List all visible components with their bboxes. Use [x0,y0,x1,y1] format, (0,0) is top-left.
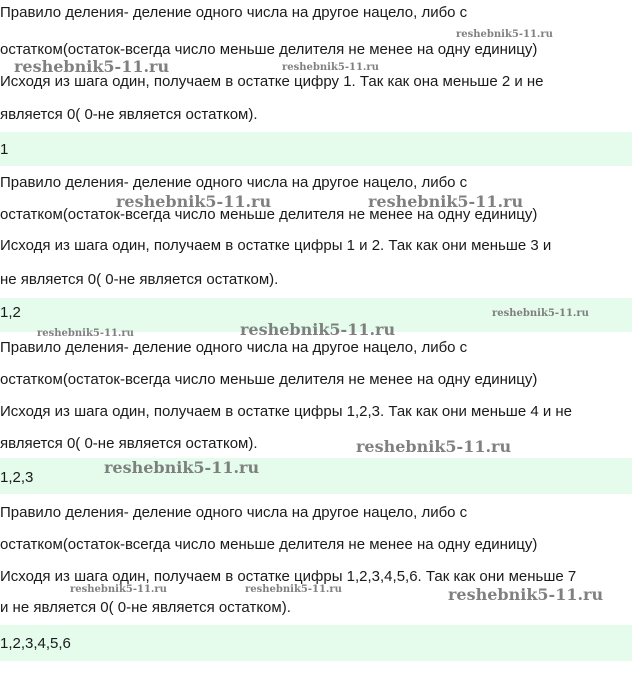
rule-text-line-2: остатком(остаток-всегда число меньше делителя не менее на одну единицу) [0,206,538,223]
watermark: reshebnik5-11.ru [116,192,272,211]
explanation-line-2: является 0( 0-не является остатком). [0,435,258,452]
explanation-line-1: Исходя из шага один, получаем в остатке цифру 1. Так как она меньше 2 и не [0,73,544,90]
explanation-line-1: Исходя из шага один, получаем в остатке цифры 1,2,3,4,5,6. Так как они меньше 7 [0,568,577,585]
rule-text-line-1: Правило деления- деление одного числа на другое нацело, либо с [0,174,468,191]
watermark: reshebnik5-11.ru [456,29,553,40]
rule-text-line-1: Правило деления- деление одного числа на другое нацело, либо с [0,339,468,356]
rule-text-line-1: Правило деления- деление одного числа на другое нацело, либо с [0,504,468,521]
answer-row-3 [0,458,632,494]
watermark: reshebnik5-11.ru [356,437,512,456]
explanation-line-2: является 0( 0-не является остатком). [0,106,258,123]
watermark: reshebnik5-11.ru [14,57,170,76]
answer-value: 1,2 [0,304,21,321]
watermark: reshebnik5-11.ru [282,62,379,73]
explanation-line-2: не является 0( 0-не является остатком). [0,271,279,288]
answer-row-1 [0,132,632,166]
rule-text-line-2: остатком(остаток-всегда число меньше делителя не менее на одну единицу) [0,371,538,388]
answer-row-4 [0,625,632,661]
watermark: reshebnik5-11.ru [240,320,396,339]
watermark: reshebnik5-11.ru [104,458,260,477]
answer-value: 1,2,3 [0,469,34,486]
rule-text-line-2: остатком(остаток-всегда число меньше делителя не менее на одну единицу) [0,41,538,58]
explanation-line-1: Исходя из шага один, получаем в остатке цифры 1,2,3. Так как они меньше 4 и не [0,403,573,420]
explanation-line-2: и не является 0( 0-не является остатком). [0,599,291,616]
answer-value: 1 [0,141,9,158]
watermark: reshebnik5-11.ru [368,192,524,211]
explanation-line-1: Исходя из шага один, получаем в остатке цифры 1 и 2. Так как они меньше 3 и [0,237,552,254]
watermark: reshebnik5-11.ru [70,584,167,595]
watermark: reshebnik5-11.ru [448,585,604,604]
rule-text-line-2: остатком(остаток-всегда число меньше делителя не менее на одну единицу) [0,536,538,553]
watermark: reshebnik5-11.ru [37,328,134,339]
watermark: reshebnik5-11.ru [492,308,589,319]
watermark: reshebnik5-11.ru [245,584,342,595]
rule-text-line-1: Правило деления- деление одного числа на другое нацело, либо с [0,4,468,21]
answer-value: 1,2,3,4,5,6 [0,635,71,652]
